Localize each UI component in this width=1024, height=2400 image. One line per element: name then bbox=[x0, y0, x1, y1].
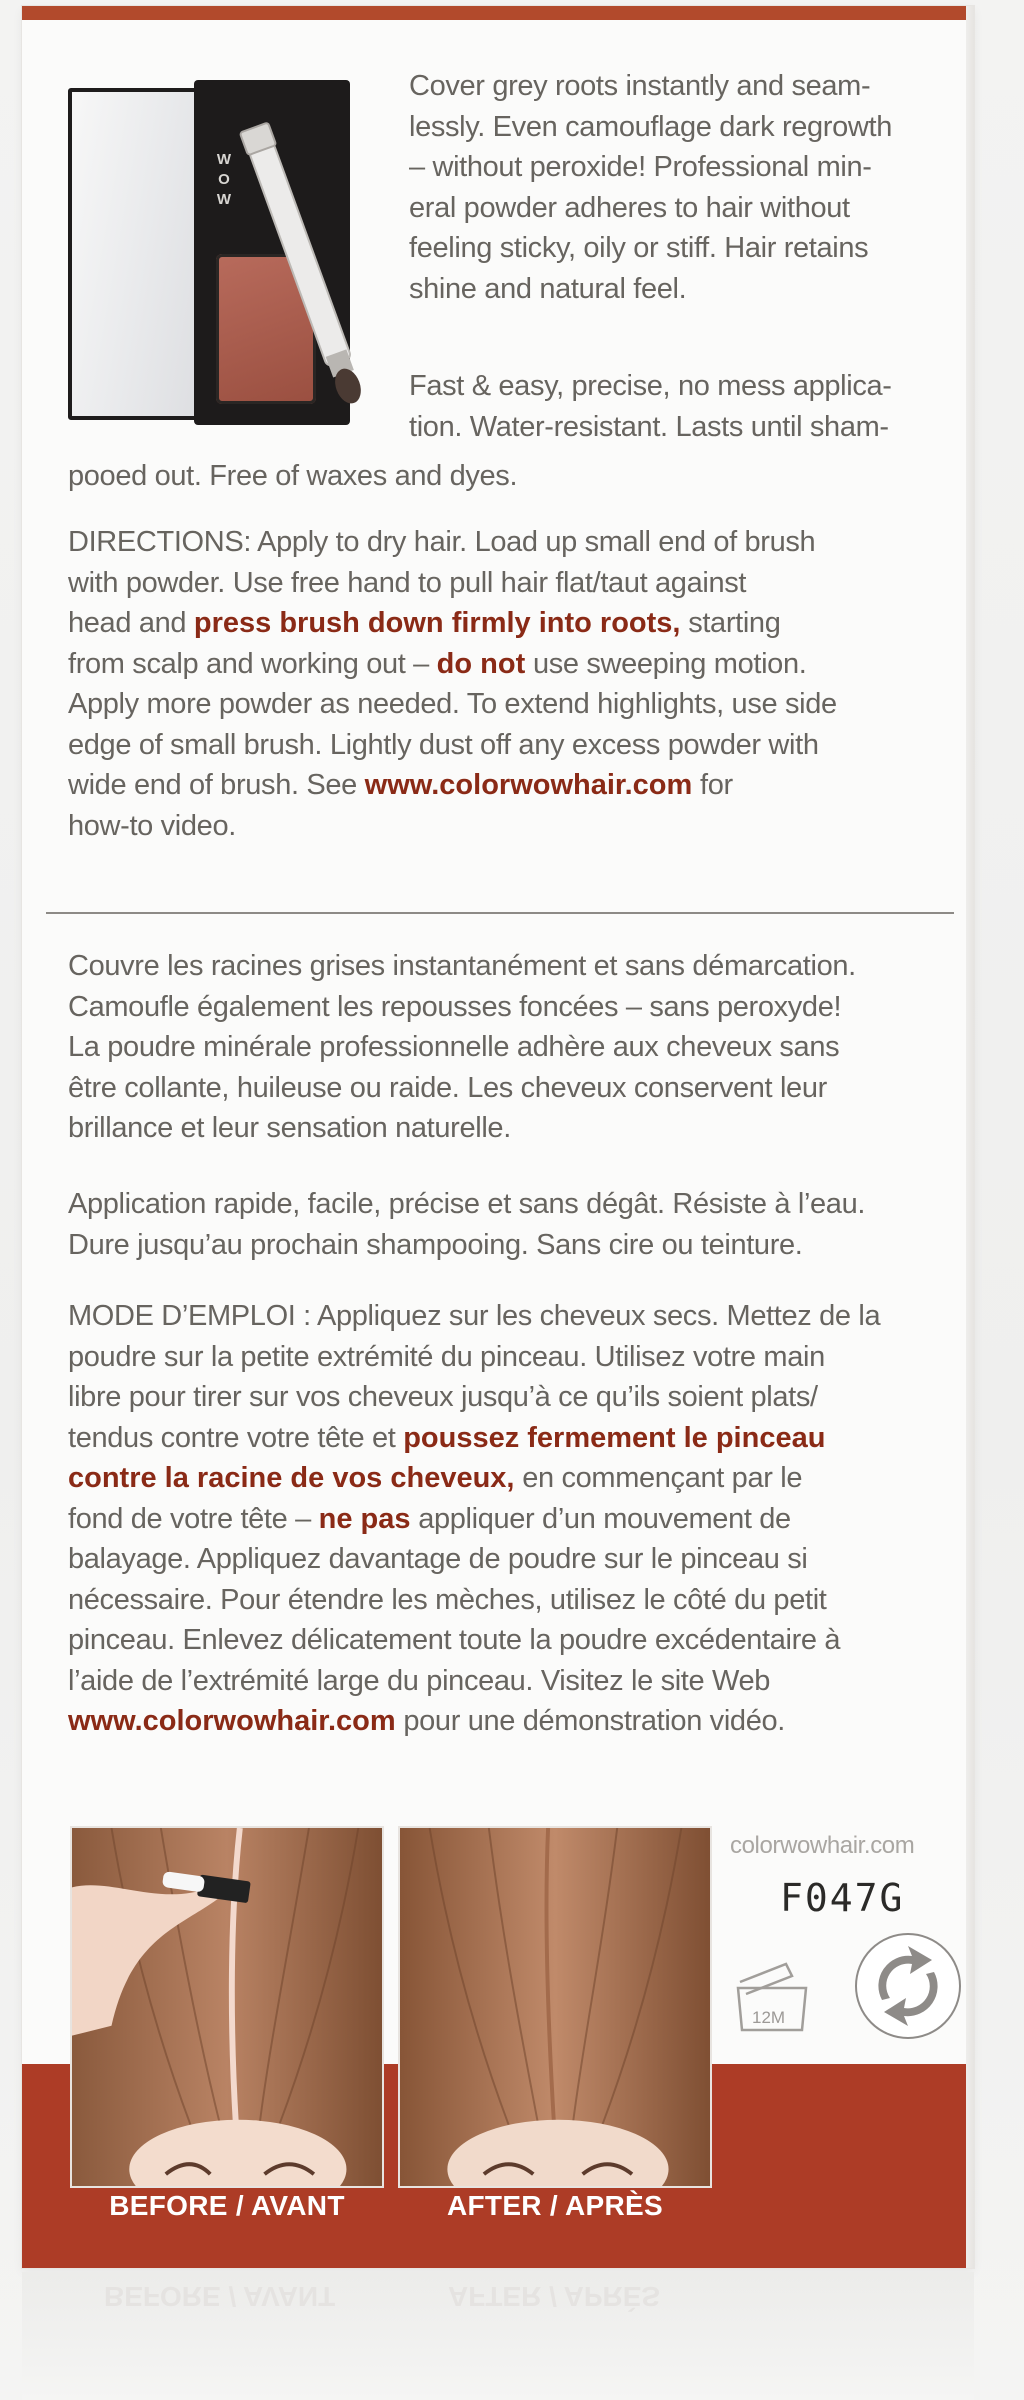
text: from scalp and working out – bbox=[68, 647, 437, 680]
text: appliquer d’un mouvement de bbox=[410, 1502, 791, 1535]
directions-line: Apply more powder as needed. To extend highlights, use side bbox=[68, 688, 837, 720]
french-line: l’aide de l’extrémité large du pinceau. Visitez le site Web bbox=[68, 1664, 771, 1697]
intro-line: – without peroxide! Professional min- bbox=[409, 151, 872, 183]
intro-paragraph-2-end: pooed out. Free of waxes and dyes. bbox=[68, 460, 518, 492]
directions-line bbox=[68, 765, 968, 806]
emphasis: press brush down firmly into roots, bbox=[193, 607, 681, 639]
intro-paragraph-2 bbox=[409, 366, 969, 447]
french-line bbox=[68, 1499, 968, 1540]
compact-brand-logo: W O W bbox=[216, 151, 232, 208]
intro-line: lessly. Even camouflage dark regrowth bbox=[409, 110, 892, 143]
intro-line: eral powder adheres to hair without bbox=[409, 191, 850, 224]
text: use sweeping motion. bbox=[525, 647, 807, 680]
french-paragraph-2 bbox=[68, 1184, 968, 1265]
after-photo bbox=[398, 1826, 712, 2188]
website-link-text: www.colorwowhair.com bbox=[68, 1705, 396, 1737]
directions-line: how-to video. bbox=[68, 809, 236, 842]
emphasis: ne pas bbox=[318, 1502, 411, 1535]
french-line: Dure jusqu’au prochain shampooing. Sans cire ou teinture. bbox=[68, 1228, 803, 1261]
directions-line bbox=[68, 603, 968, 644]
directions-paragraph bbox=[68, 522, 968, 846]
batch-code: F047G bbox=[780, 1876, 905, 1920]
text: starting bbox=[680, 607, 781, 639]
french-line: poudre sur la petite extrémité du pinceau. Utilisez votre main bbox=[68, 1340, 825, 1373]
emphasis: do not bbox=[436, 647, 526, 680]
french-line bbox=[68, 1701, 968, 1742]
french-line: Camoufle également les repousses foncées – sans peroxyde! bbox=[68, 990, 842, 1023]
before-photo bbox=[70, 1826, 384, 2188]
french-line bbox=[68, 1458, 968, 1499]
text: wide end of brush. See bbox=[68, 769, 365, 801]
website-link-text: www.colorwowhair.com bbox=[364, 769, 693, 801]
text: pour une démonstration vidéo. bbox=[395, 1705, 785, 1737]
brush-image bbox=[68, 80, 398, 425]
intro-line: Fast & easy, precise, no mess applica- bbox=[409, 370, 892, 402]
recycle-icon bbox=[852, 1930, 964, 2042]
text: for bbox=[692, 769, 733, 801]
intro-line: Cover grey roots instantly and seam- bbox=[409, 70, 871, 102]
french-line: nécessaire. Pour étendre les mèches, utilisez le côté du petit bbox=[68, 1583, 827, 1616]
directions-line: edge of small brush. Lightly dust off any excess powder with bbox=[68, 728, 819, 761]
text: tendus contre votre tête et bbox=[68, 1421, 404, 1454]
before-caption: BEFORE / AVANT bbox=[109, 2190, 345, 2221]
text: head and bbox=[68, 607, 194, 639]
french-line: Couvre les racines grises instantanément et sans démarcation. bbox=[68, 950, 856, 982]
directions-line bbox=[68, 644, 968, 685]
after-caption: AFTER / APRÈS bbox=[447, 2190, 663, 2221]
intro-paragraph-1 bbox=[409, 66, 969, 309]
website-text: colorwowhair.com bbox=[730, 1832, 915, 1859]
french-line: La poudre minérale professionnelle adhère aux cheveux sans bbox=[68, 1031, 840, 1063]
intro-line: shine and natural feel. bbox=[409, 272, 687, 305]
intro-line: feeling sticky, oily or stiff. Hair retains bbox=[409, 232, 869, 264]
french-paragraph-1 bbox=[68, 946, 968, 1149]
text: en commençant par le bbox=[514, 1462, 803, 1494]
emphasis: poussez fermement le pinceau bbox=[403, 1421, 826, 1454]
french-line: libre pour tirer sur vos cheveux jusqu’à ce qu’ils soient plats/ bbox=[68, 1381, 818, 1413]
french-directions bbox=[68, 1296, 968, 1742]
compact-product-image bbox=[68, 80, 398, 425]
text: fond de votre tête – bbox=[68, 1502, 319, 1535]
pao-label: 12M bbox=[752, 2008, 786, 2027]
french-line: balayage. Appliquez davantage de poudre sur le pinceau si bbox=[68, 1543, 808, 1575]
french-line: brillance et leur sensation naturelle. bbox=[68, 1112, 511, 1144]
emphasis: contre la racine de vos cheveux, bbox=[68, 1462, 515, 1494]
intro-line: tion. Water-resistant. Lasts until sham- bbox=[409, 410, 889, 443]
french-line: MODE D’EMPLOI : Appliquez sur les cheveux secs. Mettez de la bbox=[68, 1300, 881, 1332]
directions-line: with powder. Use free hand to pull hair flat/taut against bbox=[68, 566, 747, 599]
top-color-band bbox=[22, 6, 974, 20]
french-line bbox=[68, 1418, 968, 1459]
reflection-after-label: AFTER / APRÈS bbox=[448, 2281, 661, 2312]
french-line: Application rapide, facile, précise et sans dégât. Résiste à l’eau. bbox=[68, 1188, 866, 1220]
french-line: être collante, huileuse ou raide. Les cheveux conservent leur bbox=[68, 1071, 827, 1104]
directions-line: DIRECTIONS: Apply to dry hair. Load up small end of brush bbox=[68, 526, 816, 558]
reflection-before-label: BEFORE / AVANT bbox=[104, 2281, 336, 2312]
french-line: pinceau. Enlevez délicatement toute la poudre excédentaire à bbox=[68, 1624, 841, 1656]
section-divider bbox=[46, 912, 954, 914]
